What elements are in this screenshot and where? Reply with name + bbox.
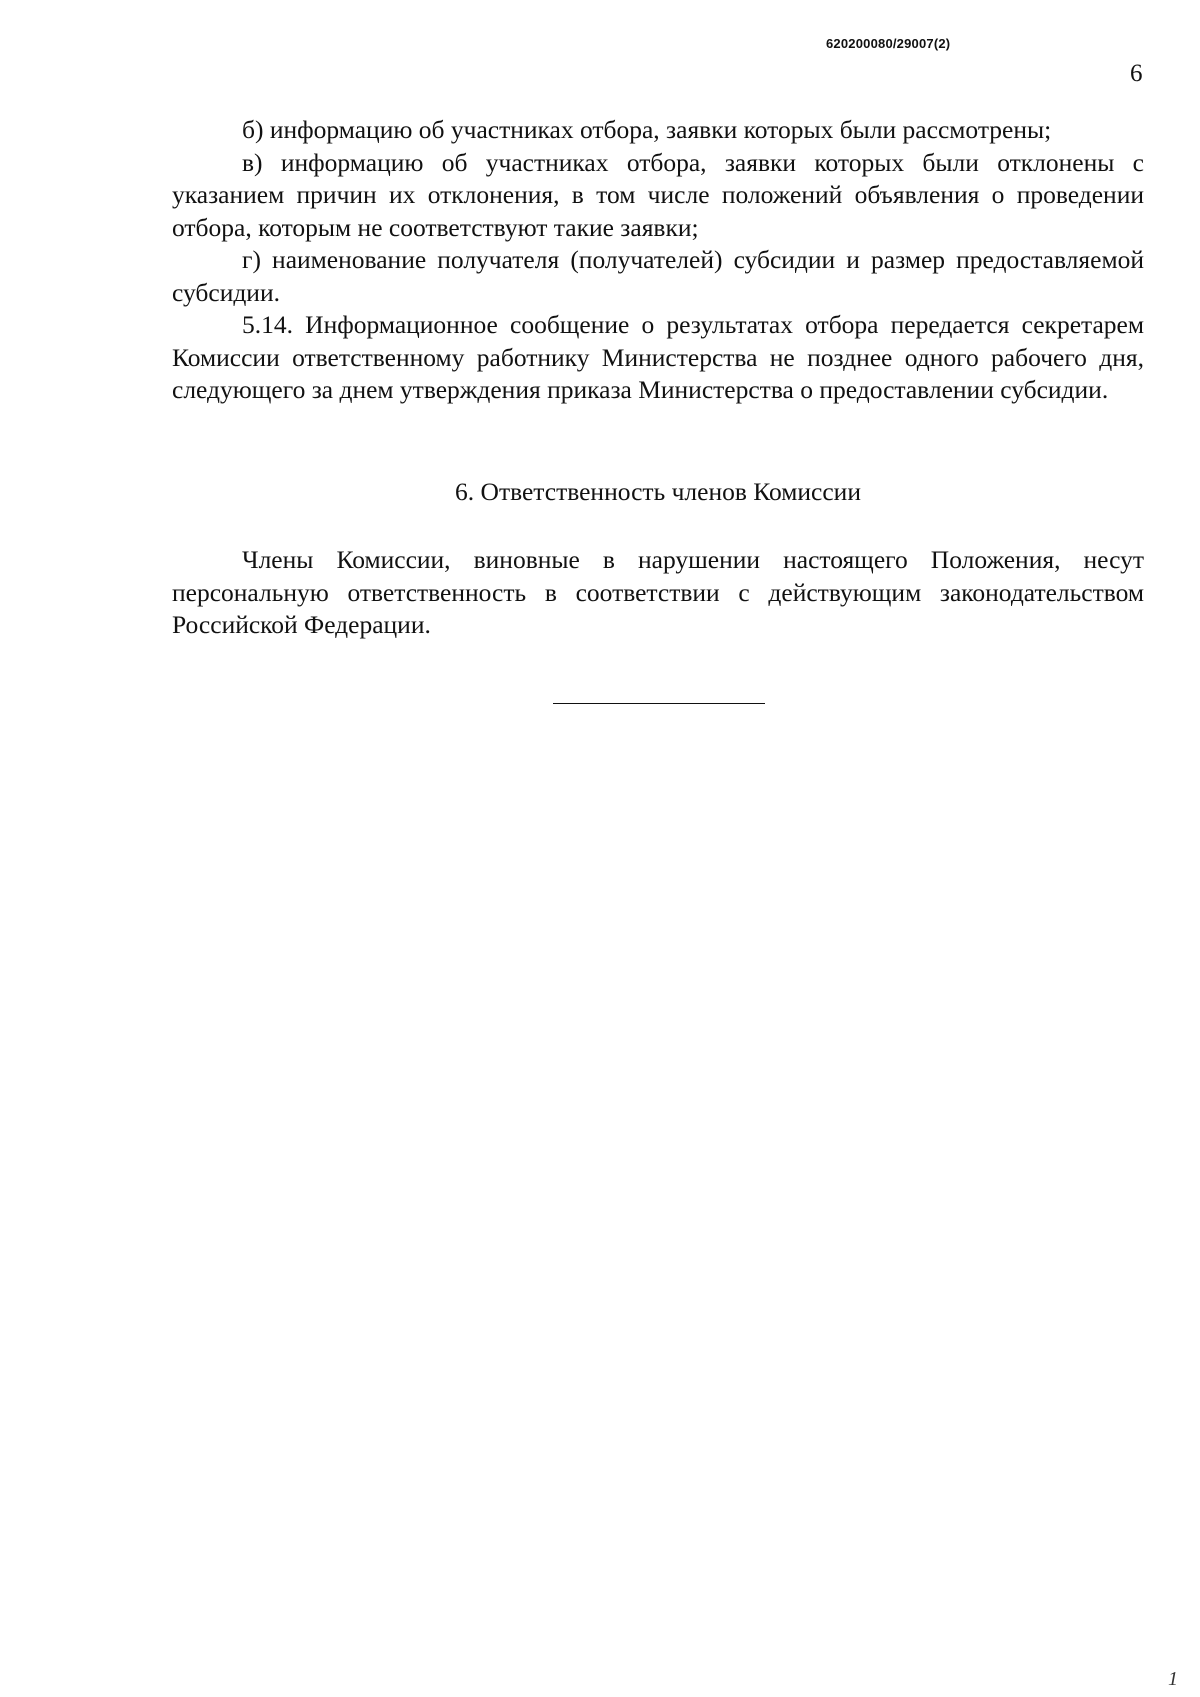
end-divider — [553, 703, 765, 704]
document-body — [172, 114, 1144, 407]
corner-mark: 1 — [1168, 1668, 1178, 1690]
section-paragraph: Члены Комиссии, виновные в нарушении настоящего Положения, несут персональную ответственность в соответствии с действующим законодательством Российской Федерации. — [172, 545, 1144, 639]
paragraph-5-14: 5.14. Информационное сообщение о результатах отбора передается секретарем Комиссии ответственному работнику Министерства не позднее одного рабочего дня, следующего за днем утверждения приказа Министерства о предоставлении субсидии. — [172, 310, 1144, 404]
document-code: 620200080/29007(2) — [826, 36, 951, 51]
section-body — [172, 544, 1144, 642]
paragraph-v: в) информацию об участниках отбора, заявки которых были отклонены с указанием причин их отклонения, в том числе положений объявления о проведении отбора, которым не соответствуют такие заявки; — [172, 147, 1144, 242]
paragraph-g: г) наименование получателя (получателей) субсидии и размер предоставляемой субсидии. — [172, 245, 1144, 307]
paragraph-b: б) информацию об участниках отбора, заявки которых были рассмотрены; — [242, 115, 1052, 144]
section-title: 6. Ответственность членов Комиссии — [455, 477, 861, 506]
page-number: 6 — [1130, 60, 1143, 87]
